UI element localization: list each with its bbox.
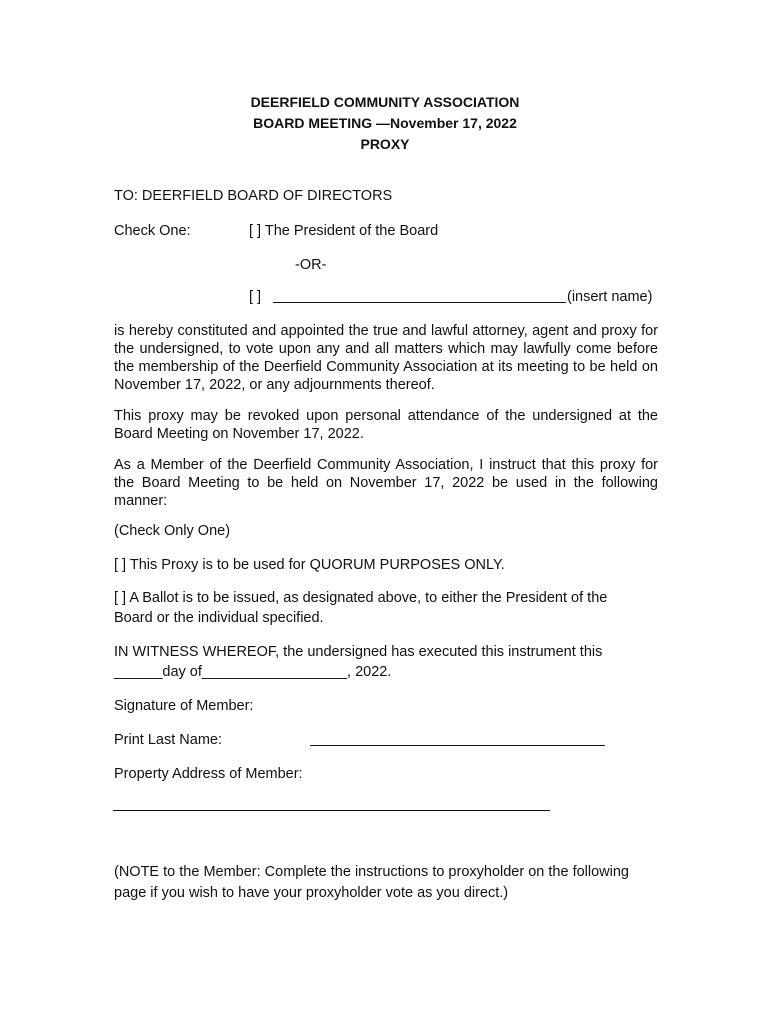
named-proxy-checkbox[interactable]: [ ] [249, 289, 262, 305]
check-only-one-label: (Check Only One) [114, 523, 231, 539]
document-title-block [0, 92, 770, 155]
ballot-option-line2: Board or the individual specified. [114, 610, 324, 626]
instruction-paragraph: As a Member of the Deerfield Community Association, I instruct that this proxy for the Board Meeting to be held on November 17, 2022 be used in the following manner: [114, 457, 658, 509]
association-title: DEERFIELD COMMUNITY ASSOCIATION [250, 94, 520, 110]
last-name-blank[interactable] [310, 745, 605, 746]
signature-label: Signature of Member: [114, 698, 254, 714]
proxy-name-blank[interactable] [273, 302, 566, 303]
note-line1: (NOTE to the Member: Complete the instructions to proxyholder on the following [114, 864, 629, 880]
property-address-label: Property Address of Member: [114, 766, 303, 782]
proxy-title: PROXY [360, 136, 410, 152]
addressee-line: TO: DEERFIELD BOARD OF DIRECTORS [114, 188, 393, 204]
ballot-option-line1[interactable]: [ ] A Ballot is to be issued, as designated above, to either the President of the [114, 590, 608, 606]
check-one-label: Check One: [114, 223, 191, 239]
appointment-paragraph: is hereby constituted and appointed the true and lawful attorney, agent and proxy for the undersigned, to vote upon any and all matters which may lawfully come before the membership of the Deerfield Community Association at its meeting to be held on November 17, 2022, or any adjournments thereof. [114, 323, 658, 393]
note-line2: page if you wish to have your proxyholder vote as you direct.) [114, 885, 509, 901]
quorum-option[interactable]: [ ] This Proxy is to be used for QUORUM PURPOSES ONLY. [114, 557, 505, 573]
president-option[interactable]: [ ] The President of the Board [249, 223, 439, 239]
witness-line1: IN WITNESS WHEREOF, the undersigned has executed this instrument this [114, 644, 603, 660]
or-separator: -OR- [295, 257, 327, 273]
property-address-blank[interactable] [113, 810, 550, 811]
meeting-title: BOARD MEETING —November 17, 2022 [253, 115, 517, 131]
insert-name-hint: (insert name) [567, 289, 653, 305]
print-last-name-label: Print Last Name: [114, 732, 222, 748]
revocation-paragraph: This proxy may be revoked upon personal attendance of the undersigned at the Board Meeting on November 17, 2022. [114, 408, 658, 442]
witness-date-line[interactable]: ______day of__________________, 2022. [114, 664, 392, 680]
